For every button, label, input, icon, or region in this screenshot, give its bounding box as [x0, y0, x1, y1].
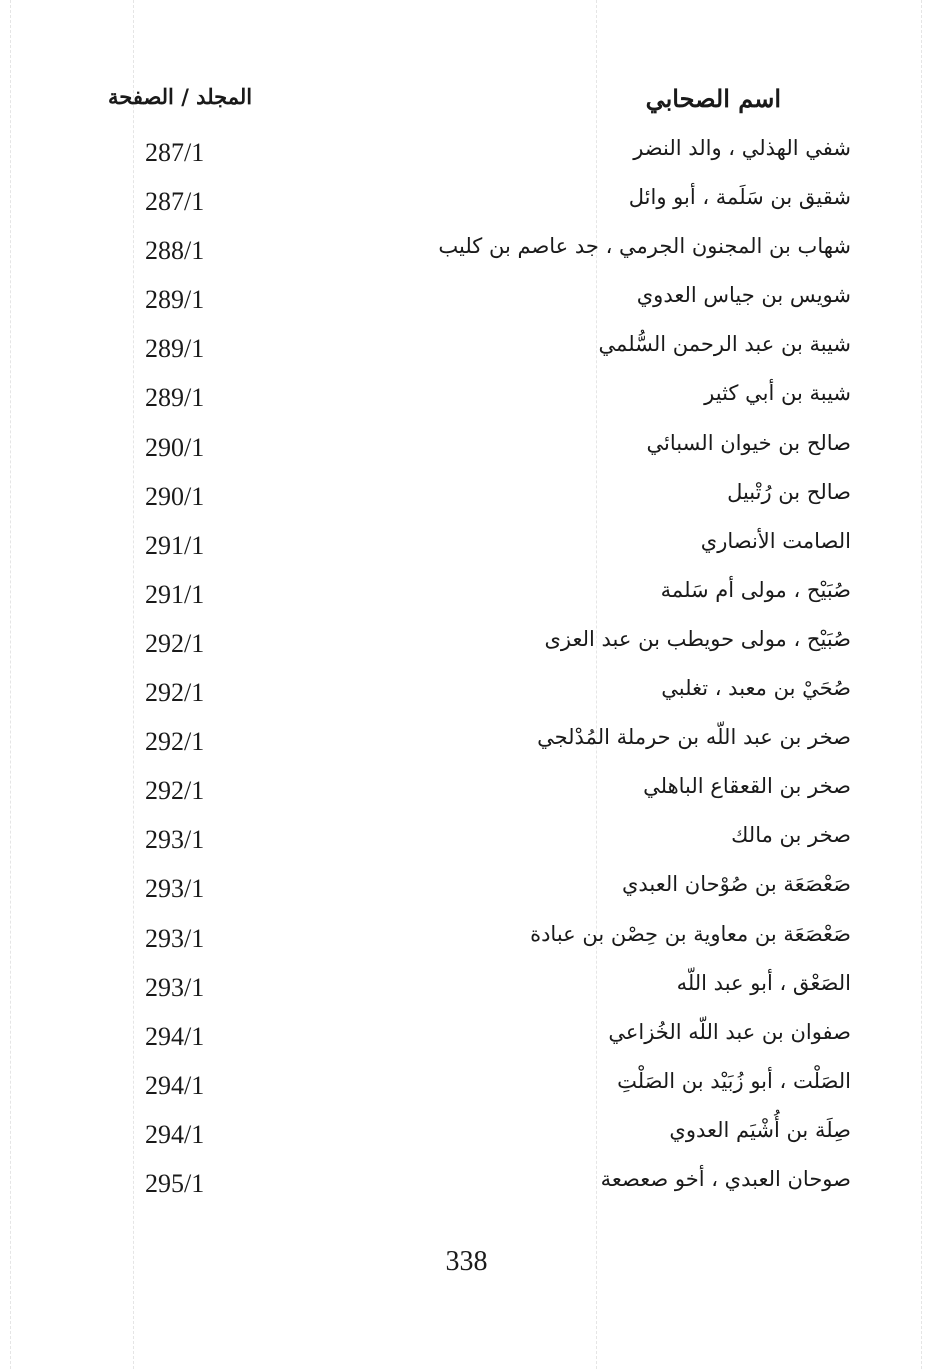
- companion-name: الصَعْق ، أبو عبد اللّه: [676, 970, 851, 995]
- column-header-companion-name: اسم الصحابي: [645, 84, 781, 113]
- index-row: [0, 279, 933, 328]
- index-row: [0, 132, 933, 181]
- volume-page-ref: 293/1: [145, 972, 205, 1002]
- index-row: [0, 967, 933, 1016]
- index-row: [0, 427, 933, 476]
- volume-page-ref: 289/1: [145, 334, 205, 364]
- volume-page-ref: 293/1: [145, 923, 205, 953]
- index-row: [0, 1163, 933, 1212]
- index-row: [0, 918, 933, 967]
- volume-page-ref: 289/1: [145, 383, 205, 413]
- index-row: [0, 672, 933, 721]
- companion-name: شيبة بن عبد الرحمن السُّلمي: [598, 332, 851, 357]
- companion-name: صَعْصَعَة بن صُوْحان العبدي: [621, 872, 851, 897]
- index-row: [0, 1065, 933, 1114]
- index-list: [0, 132, 933, 1212]
- volume-page-ref: 294/1: [145, 1021, 205, 1051]
- companion-name: صُبَيْح ، مولى أم سَلمة: [660, 577, 851, 602]
- volume-page-ref: 295/1: [145, 1168, 205, 1198]
- companion-name: صُبَيْح ، مولى حويطب بن عبد العزى: [544, 626, 851, 651]
- companion-name: صخر بن عبد اللّه بن حرملة المُدْلجي: [537, 725, 851, 750]
- volume-page-ref: 294/1: [145, 1119, 205, 1149]
- index-row: [0, 1114, 933, 1163]
- index-row: [0, 721, 933, 770]
- volume-page-ref: 289/1: [145, 285, 205, 315]
- volume-page-ref: 291/1: [145, 579, 205, 609]
- volume-page-ref: 290/1: [145, 432, 205, 462]
- volume-page-ref: 292/1: [145, 678, 205, 708]
- index-row: [0, 476, 933, 525]
- companion-name: صخر بن مالك: [731, 823, 851, 848]
- volume-page-ref: 287/1: [145, 138, 205, 167]
- index-row: [0, 377, 933, 426]
- companion-name: صخر بن القعقاع الباهلي: [643, 774, 851, 799]
- companion-name: صُحَيْ بن معبد ، تغلبي: [661, 676, 851, 701]
- page-number: 338: [445, 1246, 488, 1277]
- companion-name: صالح بن خيوان السبائي: [646, 430, 851, 455]
- index-row: [0, 868, 933, 917]
- companion-name: صِلَة بن أُشْيَم العدوي: [669, 1117, 851, 1142]
- column-header-volume-page: المجلد / الصفحة: [108, 84, 253, 109]
- companion-name: الصامت الأنصاري: [700, 528, 851, 553]
- companion-name: شويس بن جياس العدوي: [636, 283, 851, 308]
- index-row: [0, 770, 933, 819]
- companion-name: صوحان العبدي ، أخو صعصعة: [600, 1166, 851, 1191]
- volume-page-ref: 291/1: [145, 530, 205, 560]
- companion-name: صفوان بن عبد اللّه الخُزاعي: [608, 1019, 851, 1044]
- index-row: [0, 230, 933, 279]
- companion-name: شهاب بن المجنون الجرمي ، جد عاصم بن كليب: [438, 234, 851, 259]
- volume-page-ref: 293/1: [145, 825, 205, 855]
- volume-page-ref: 292/1: [145, 628, 205, 658]
- companion-name: شقيق بن سَلَمة ، أبو وائل: [628, 185, 851, 210]
- volume-page-ref: 292/1: [145, 776, 205, 806]
- index-row: [0, 328, 933, 377]
- index-row: [0, 574, 933, 623]
- volume-page-ref: 292/1: [145, 727, 205, 757]
- companion-name: الصَلْت ، أبو زُبَيْد بن الصَلْتِ: [617, 1068, 851, 1093]
- volume-page-ref: 288/1: [145, 236, 205, 266]
- volume-page-ref: 293/1: [145, 874, 205, 904]
- companion-name: شفي الهذلي ، والد النضر: [633, 136, 851, 160]
- index-row: [0, 181, 933, 230]
- volume-page-ref: 294/1: [145, 1070, 205, 1100]
- volume-page-ref: 287/1: [145, 187, 205, 217]
- index-row: [0, 623, 933, 672]
- companion-name: شيبة بن أبي كثير: [704, 381, 851, 406]
- index-row: [0, 819, 933, 868]
- companion-name: صَعْصَعَة بن معاوية بن حِصْن بن عبادة: [530, 921, 851, 946]
- index-row: [0, 1016, 933, 1065]
- companion-name: صالح بن رُتْبيل: [727, 479, 851, 504]
- volume-page-ref: 290/1: [145, 481, 205, 511]
- index-row: [0, 525, 933, 574]
